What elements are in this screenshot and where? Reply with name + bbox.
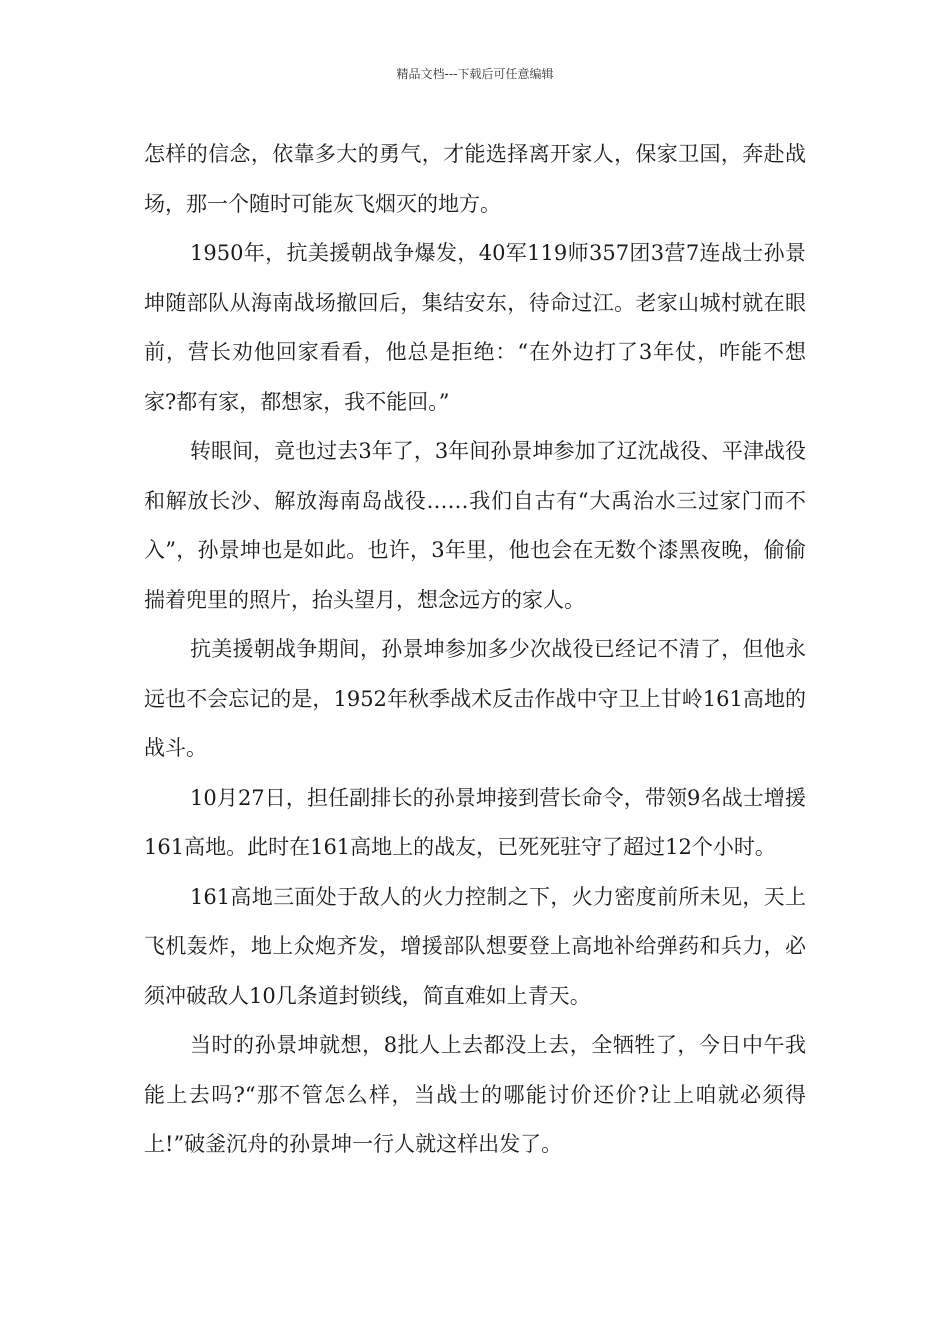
paragraph-7: 当时的孙景坤就想，8批人上去都没上去，全牺牲了，今日中午我能上去吗?“那不管怎么样，当战士的哪能讨价还价?让上咱就必须得上!”破釜沉舟的孙景坤一行人就这样出发了。 [144, 1033, 806, 1156]
page-header: 精品文档---下载后可任意编辑 [396, 67, 554, 81]
paragraph-2: 1950年，抗美援朝战争爆发，40军119师357团3营7连战士孙景坤随部队从海南战场撤回后，集结安东，待命过江。老家山城村就在眼前，营长劝他回家看看，他总是拒绝：“在外边打了3年仗，咋能不想家?都有家，都想家，我不能回。” [144, 241, 806, 414]
paragraph-4: 抗美援朝战争期间，孙景坤参加多少次战役已经记不清了，但他永远也不会忘记的是，1952年秋季战术反击作战中守卫上甘岭161高地的战斗。 [144, 637, 806, 760]
paragraph-6: 161高地三面处于敌人的火力控制之下，火力密度前所未见，天上飞机轰炸，地上众炮齐发，增援部队想要登上高地补给弹药和兵力，必须冲破敌人10几条道封锁线，简直难如上青天。 [144, 884, 806, 1008]
document-body [144, 130, 806, 1170]
paragraph-3: 转眼间，竟也过去3年了，3年间孙景坤参加了辽沈战役、平津战役和解放长沙、解放海南岛战役……我们自古有“大禹治水三过家门而不入”，孙景坤也是如此。也许，3年里，他也会在无数个漆黑夜晚，偷偷揣着兜里的照片，抬头望月，想念远方的家人。 [144, 439, 806, 612]
paragraph-1: 怎样的信念，依靠多大的勇气，才能选择离开家人，保家卫国，奔赴战场，那一个随时可能灰飞烟灭的地方。 [144, 142, 806, 216]
paragraph-5: 10月27日，担任副排长的孙景坤接到营长命令，带领9名战士增援161高地。此时在161高地上的战友，已死死驻守了超过12个小时。 [144, 785, 806, 859]
